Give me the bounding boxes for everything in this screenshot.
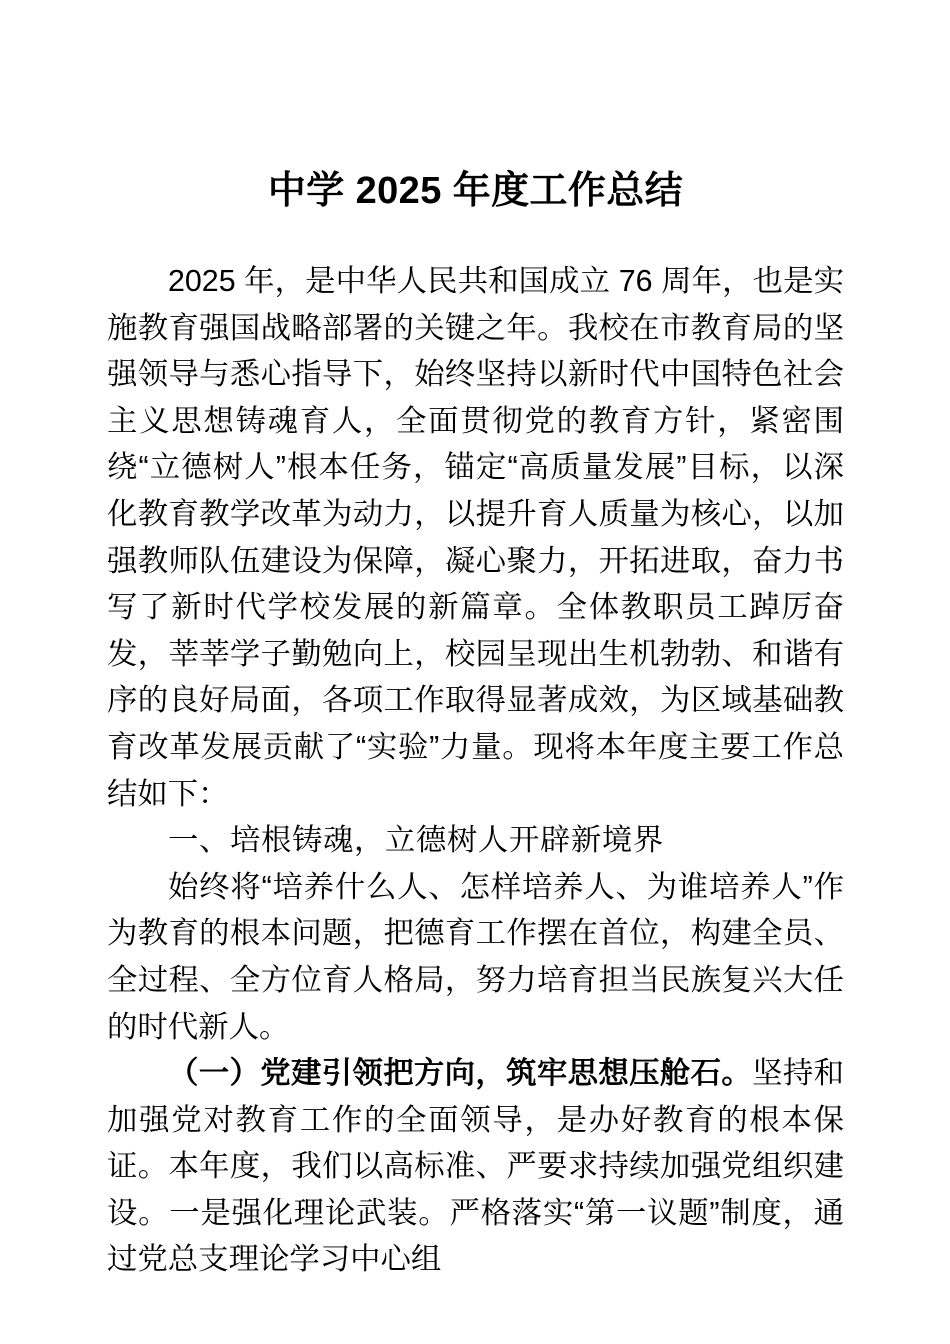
paragraph-moral-education: 始终将“培养什么人、怎样培养人、为谁培养人”作为教育的根本问题，把德育工作摆在首位，构建全员、全过程、全方位育人格局，努力培育担当民族复兴大任的时代新人。 — [107, 869, 844, 1044]
section-heading-1: 一、培根铸魂，立德树人开辟新境界 — [168, 823, 664, 858]
paragraph-intro: 2025 年，是中华人民共和国成立 76 周年，也是实施教育强国战略部署的关键之年。我校在市教育局的坚强领导与悉心指导下，始终坚持以新时代中国特色社会主义思想铸魂育人，全面贯彻党的教育方针，紧密围绕“立德树人”根本任务，锚定“高质量发展”目标，以深化教育教学改革为动力，以提升育人质量为核心，以加强教师队伍建设为保障，凝心聚力，开拓进取，奋力书写了新时代学校发展的新篇章。全体教职员工踔厉奋发，莘莘学子勤勉向上，校园呈现出生机勃勃、和谐有序的良好局面，各项工作取得显著成效，为区域基础教育改革发展贡献了“实验”力量。现将本年度主要工作总结如下： — [107, 264, 844, 811]
subsection-lead-label: （一）党建引领把方向，筑牢思想压舱石。 — [168, 1056, 753, 1091]
subsection-body-text: 坚持和加强党对教育工作的全面领导，是办好教育的根本保证。本年度，我们以高标准、严要求持续加强党组织建设。一是强化理论武装。严格落实“第一议题”制度，通过党总支理论学习中心组 — [107, 1056, 844, 1277]
paragraph-party-building — [107, 1050, 844, 1283]
page-title: 中学 2025 年度工作总结 — [267, 170, 684, 212]
document-content — [107, 0, 844, 1283]
